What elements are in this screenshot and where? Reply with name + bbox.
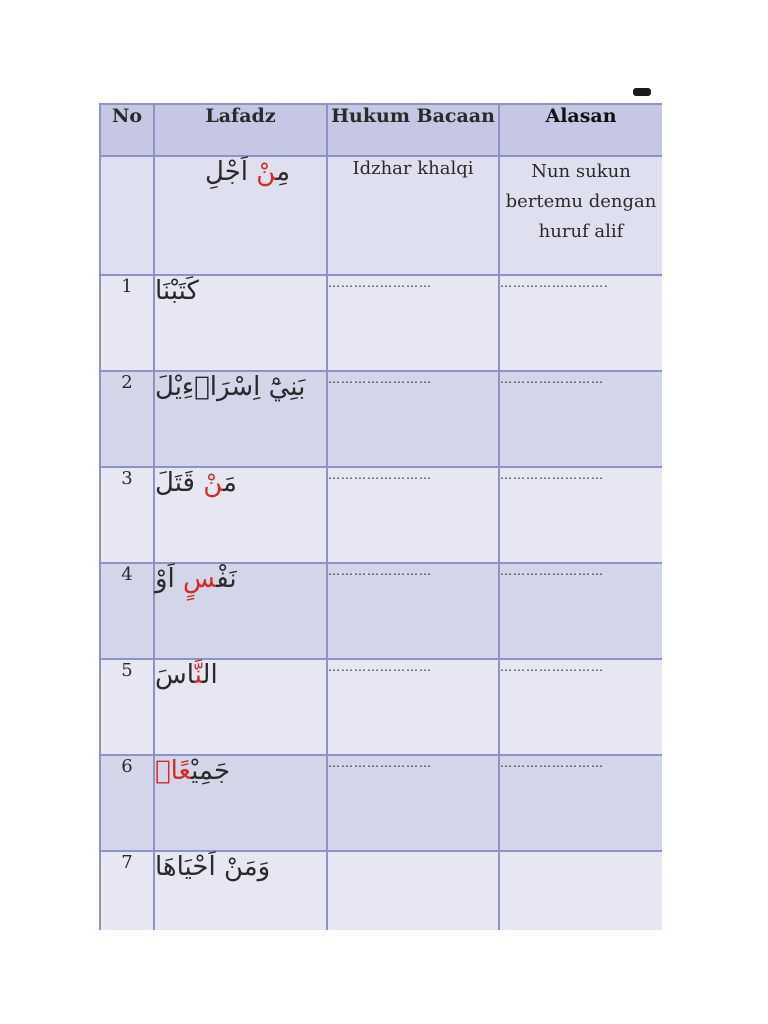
hukum-answer-blank: …………………… bbox=[327, 659, 499, 755]
alasan-answer-blank: …………………… bbox=[499, 371, 662, 467]
table-row bbox=[100, 563, 662, 659]
hukum-answer-blank: …………………… bbox=[327, 467, 499, 563]
header-hukum-bacaan: Hukum Bacaan bbox=[327, 104, 499, 156]
example-no bbox=[100, 156, 154, 275]
example-lafadz bbox=[154, 156, 327, 275]
lafadz-arabic-text: مَنْ قَتَلَ bbox=[155, 468, 237, 498]
row-lafadz bbox=[154, 563, 327, 659]
alasan-answer-blank: ……………………. bbox=[499, 275, 662, 371]
alasan-answer-blank bbox=[499, 851, 662, 930]
row-lafadz bbox=[154, 755, 327, 851]
lafadz-arabic-text: النَّاسَ bbox=[155, 660, 218, 690]
table-row bbox=[100, 467, 662, 563]
lafadz-arabic-text: وَمَنْ اَحْيَاهَا bbox=[155, 852, 271, 882]
example-hukum: Idzhar khalqi bbox=[327, 156, 499, 275]
lafadz-arabic-text: نَفْسٍ اَوْ bbox=[155, 564, 237, 594]
example-alasan: Nun sukun bertemu dengan huruf alif bbox=[499, 156, 662, 275]
hukum-answer-blank: …………………… bbox=[327, 563, 499, 659]
header-alasan: Alasan bbox=[499, 104, 662, 156]
worksheet-table bbox=[99, 103, 662, 930]
highlight-letter: سٍ bbox=[183, 564, 217, 594]
row-number: 7 bbox=[100, 851, 154, 930]
header-lafadz: Lafadz bbox=[154, 104, 327, 156]
highlight-letter: نَّ bbox=[194, 660, 203, 690]
row-lafadz bbox=[154, 851, 327, 930]
highlight-letter: عًا bbox=[155, 756, 192, 786]
hukum-answer-blank: …………………… bbox=[327, 275, 499, 371]
table-header-row bbox=[100, 104, 662, 156]
alasan-answer-blank: …………………… bbox=[499, 563, 662, 659]
table-row bbox=[100, 275, 662, 371]
ink-speck bbox=[633, 88, 651, 96]
worksheet-table-wrapper bbox=[99, 103, 662, 930]
highlight-letter: نْ bbox=[256, 157, 277, 187]
row-lafadz bbox=[154, 371, 327, 467]
row-number: 5 bbox=[100, 659, 154, 755]
alasan-answer-blank: …………………… bbox=[499, 467, 662, 563]
row-lafadz bbox=[154, 275, 327, 371]
hukum-answer-blank bbox=[327, 851, 499, 930]
table-row bbox=[100, 851, 662, 930]
row-number: 3 bbox=[100, 467, 154, 563]
row-number: 4 bbox=[100, 563, 154, 659]
row-number: 6 bbox=[100, 755, 154, 851]
row-lafadz bbox=[154, 659, 327, 755]
example-row bbox=[100, 156, 662, 275]
row-number: 2 bbox=[100, 371, 154, 467]
header-no: No bbox=[100, 104, 154, 156]
lafadz-arabic-text: جَمِيْعًا bbox=[155, 756, 231, 786]
lafadz-arabic-text: كَتَبْنَا bbox=[155, 276, 199, 306]
alasan-answer-blank: …………………… bbox=[499, 755, 662, 851]
table-row bbox=[100, 755, 662, 851]
example-lafadz-text: مِنْ اَجْلِ bbox=[205, 157, 290, 187]
highlight-letter: نْ bbox=[203, 468, 224, 498]
lafadz-arabic-text: بَنِي اِسْرَاۤءِيْلَ bbox=[155, 372, 306, 402]
table-row bbox=[100, 659, 662, 755]
row-lafadz bbox=[154, 467, 327, 563]
hukum-answer-blank: …………………… bbox=[327, 371, 499, 467]
row-number: 1 bbox=[100, 275, 154, 371]
hukum-answer-blank: …………………… bbox=[327, 755, 499, 851]
alasan-answer-blank: …………………… bbox=[499, 659, 662, 755]
table-row bbox=[100, 371, 662, 467]
